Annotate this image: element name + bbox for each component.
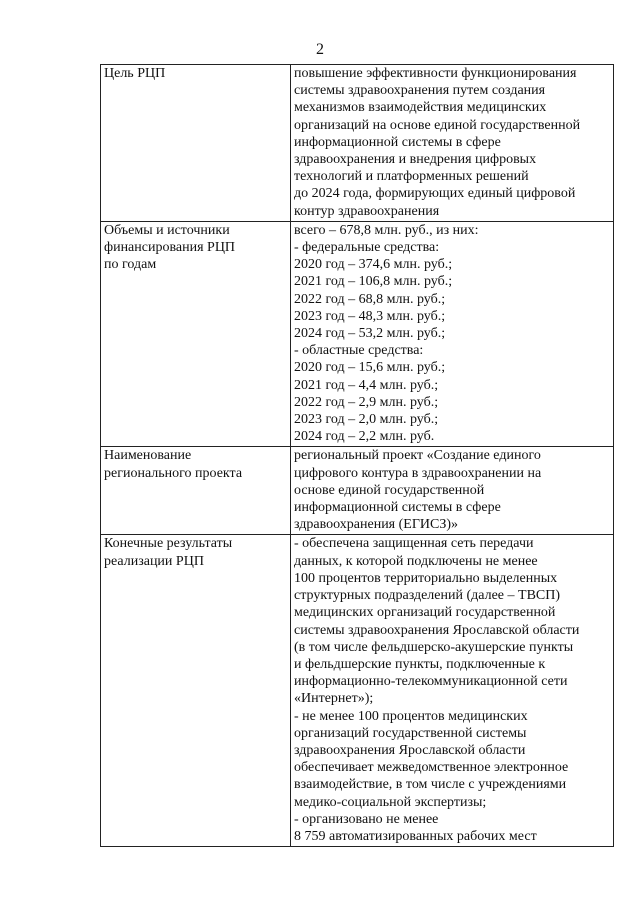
value-line: - областные средства: [294,343,424,359]
value-line: механизмов взаимодействия медицинских [294,100,547,116]
value-line: 2024 год – 2,2 млн. руб. [294,429,435,445]
value-line: основе единой государственной [294,482,485,498]
value-line: 2020 год – 374,6 млн. руб.; [294,257,453,273]
value-line: структурных подразделений (далее – ТВСП) [294,588,561,604]
value-line: системы здравоохранения Ярославской области [294,622,580,638]
row-value-cell [291,65,614,222]
value-line: всего – 678,8 млн. руб., из них: [294,222,479,238]
value-line: и фельдшерские пункты, подключенные к [294,656,546,672]
value-line: повышение эффективности функционирования [294,66,577,81]
label-line: Цель РЦП [104,66,166,81]
value-line: обеспечивает межведомственное электронное [294,760,569,776]
value-line: информационной системы в сфере [294,500,501,516]
value-line: 8 759 автоматизированных рабочих мест [294,828,537,844]
value-line: взаимодействие, в том числе с учреждениями [294,777,567,793]
value-line: 2023 год – 2,0 млн. руб.; [294,412,439,428]
label-line: реализации РЦП [104,553,204,569]
row-value-cell [291,447,614,535]
table-row [101,535,614,847]
row-value-cell [291,221,614,447]
program-passport-table [100,64,614,847]
value-line: 2022 год – 68,8 млн. руб.; [294,291,446,307]
value-line: 2024 год – 53,2 млн. руб.; [294,326,446,342]
label-line: регионального проекта [104,465,243,481]
label-line: Конечные результаты [104,536,233,552]
value-line: 2020 год – 15,6 млн. руб.; [294,360,446,376]
value-line: (в том числе фельдшерско-акушерские пункты [294,639,574,655]
value-line: данных, к которой подключены не менее [294,553,538,569]
value-line: 2023 год – 48,3 млн. руб.; [294,308,446,324]
value-line: - федеральные средства: [294,240,440,256]
table-row [101,447,614,535]
row-label-cell [101,447,291,535]
value-line: технологий и платформенных решений [294,169,529,185]
value-line: 2022 год – 2,9 млн. руб.; [294,394,439,410]
row-label-cell [101,65,291,222]
value-line: 2021 год – 106,8 млн. руб.; [294,274,453,290]
row-value-cell [291,535,614,847]
value-line: 100 процентов территориально выделенных [294,570,558,586]
value-line: «Интернет»); [294,691,374,707]
table-row [101,221,614,447]
value-line: цифрового контура в здравоохранении на [294,465,542,481]
value-line: - организовано не менее [294,811,439,827]
value-line: здравоохранения (ЕГИСЗ)» [294,517,459,533]
value-line: - не менее 100 процентов медицинских [294,708,528,724]
row-label-cell [101,221,291,447]
value-line: до 2024 года, формирующих единый цифровой [294,186,576,202]
value-line: организаций государственной системы [294,725,527,741]
value-line: контур здравоохранения [294,203,440,219]
label-line: по годам [104,257,157,273]
value-line: организаций на основе единой государственной [294,117,581,133]
table-body [101,65,614,847]
value-line: информационной системы в сфере [294,134,501,150]
label-line: финансирования РЦП [104,240,236,256]
value-line: здравоохранения Ярославской области [294,742,526,758]
value-line: медицинских организаций государственной [294,605,556,621]
label-line: Объемы и источники [104,222,230,238]
value-line: здравоохранения и внедрения цифровых [294,152,537,168]
page-number: 2 [316,41,324,58]
label-line: Наименование [104,448,192,464]
table-row [101,65,614,222]
row-label-cell [101,535,291,847]
value-line: информационно-телекоммуникационной сети [294,674,568,690]
value-line: медико-социальной экспертизы; [294,794,487,810]
value-line: 2021 год – 4,4 млн. руб.; [294,377,439,393]
value-line: региональный проект «Создание единого [294,448,541,464]
value-line: системы здравоохранения путем создания [294,83,546,99]
value-line: - обеспечена защищенная сеть передачи [294,536,534,552]
